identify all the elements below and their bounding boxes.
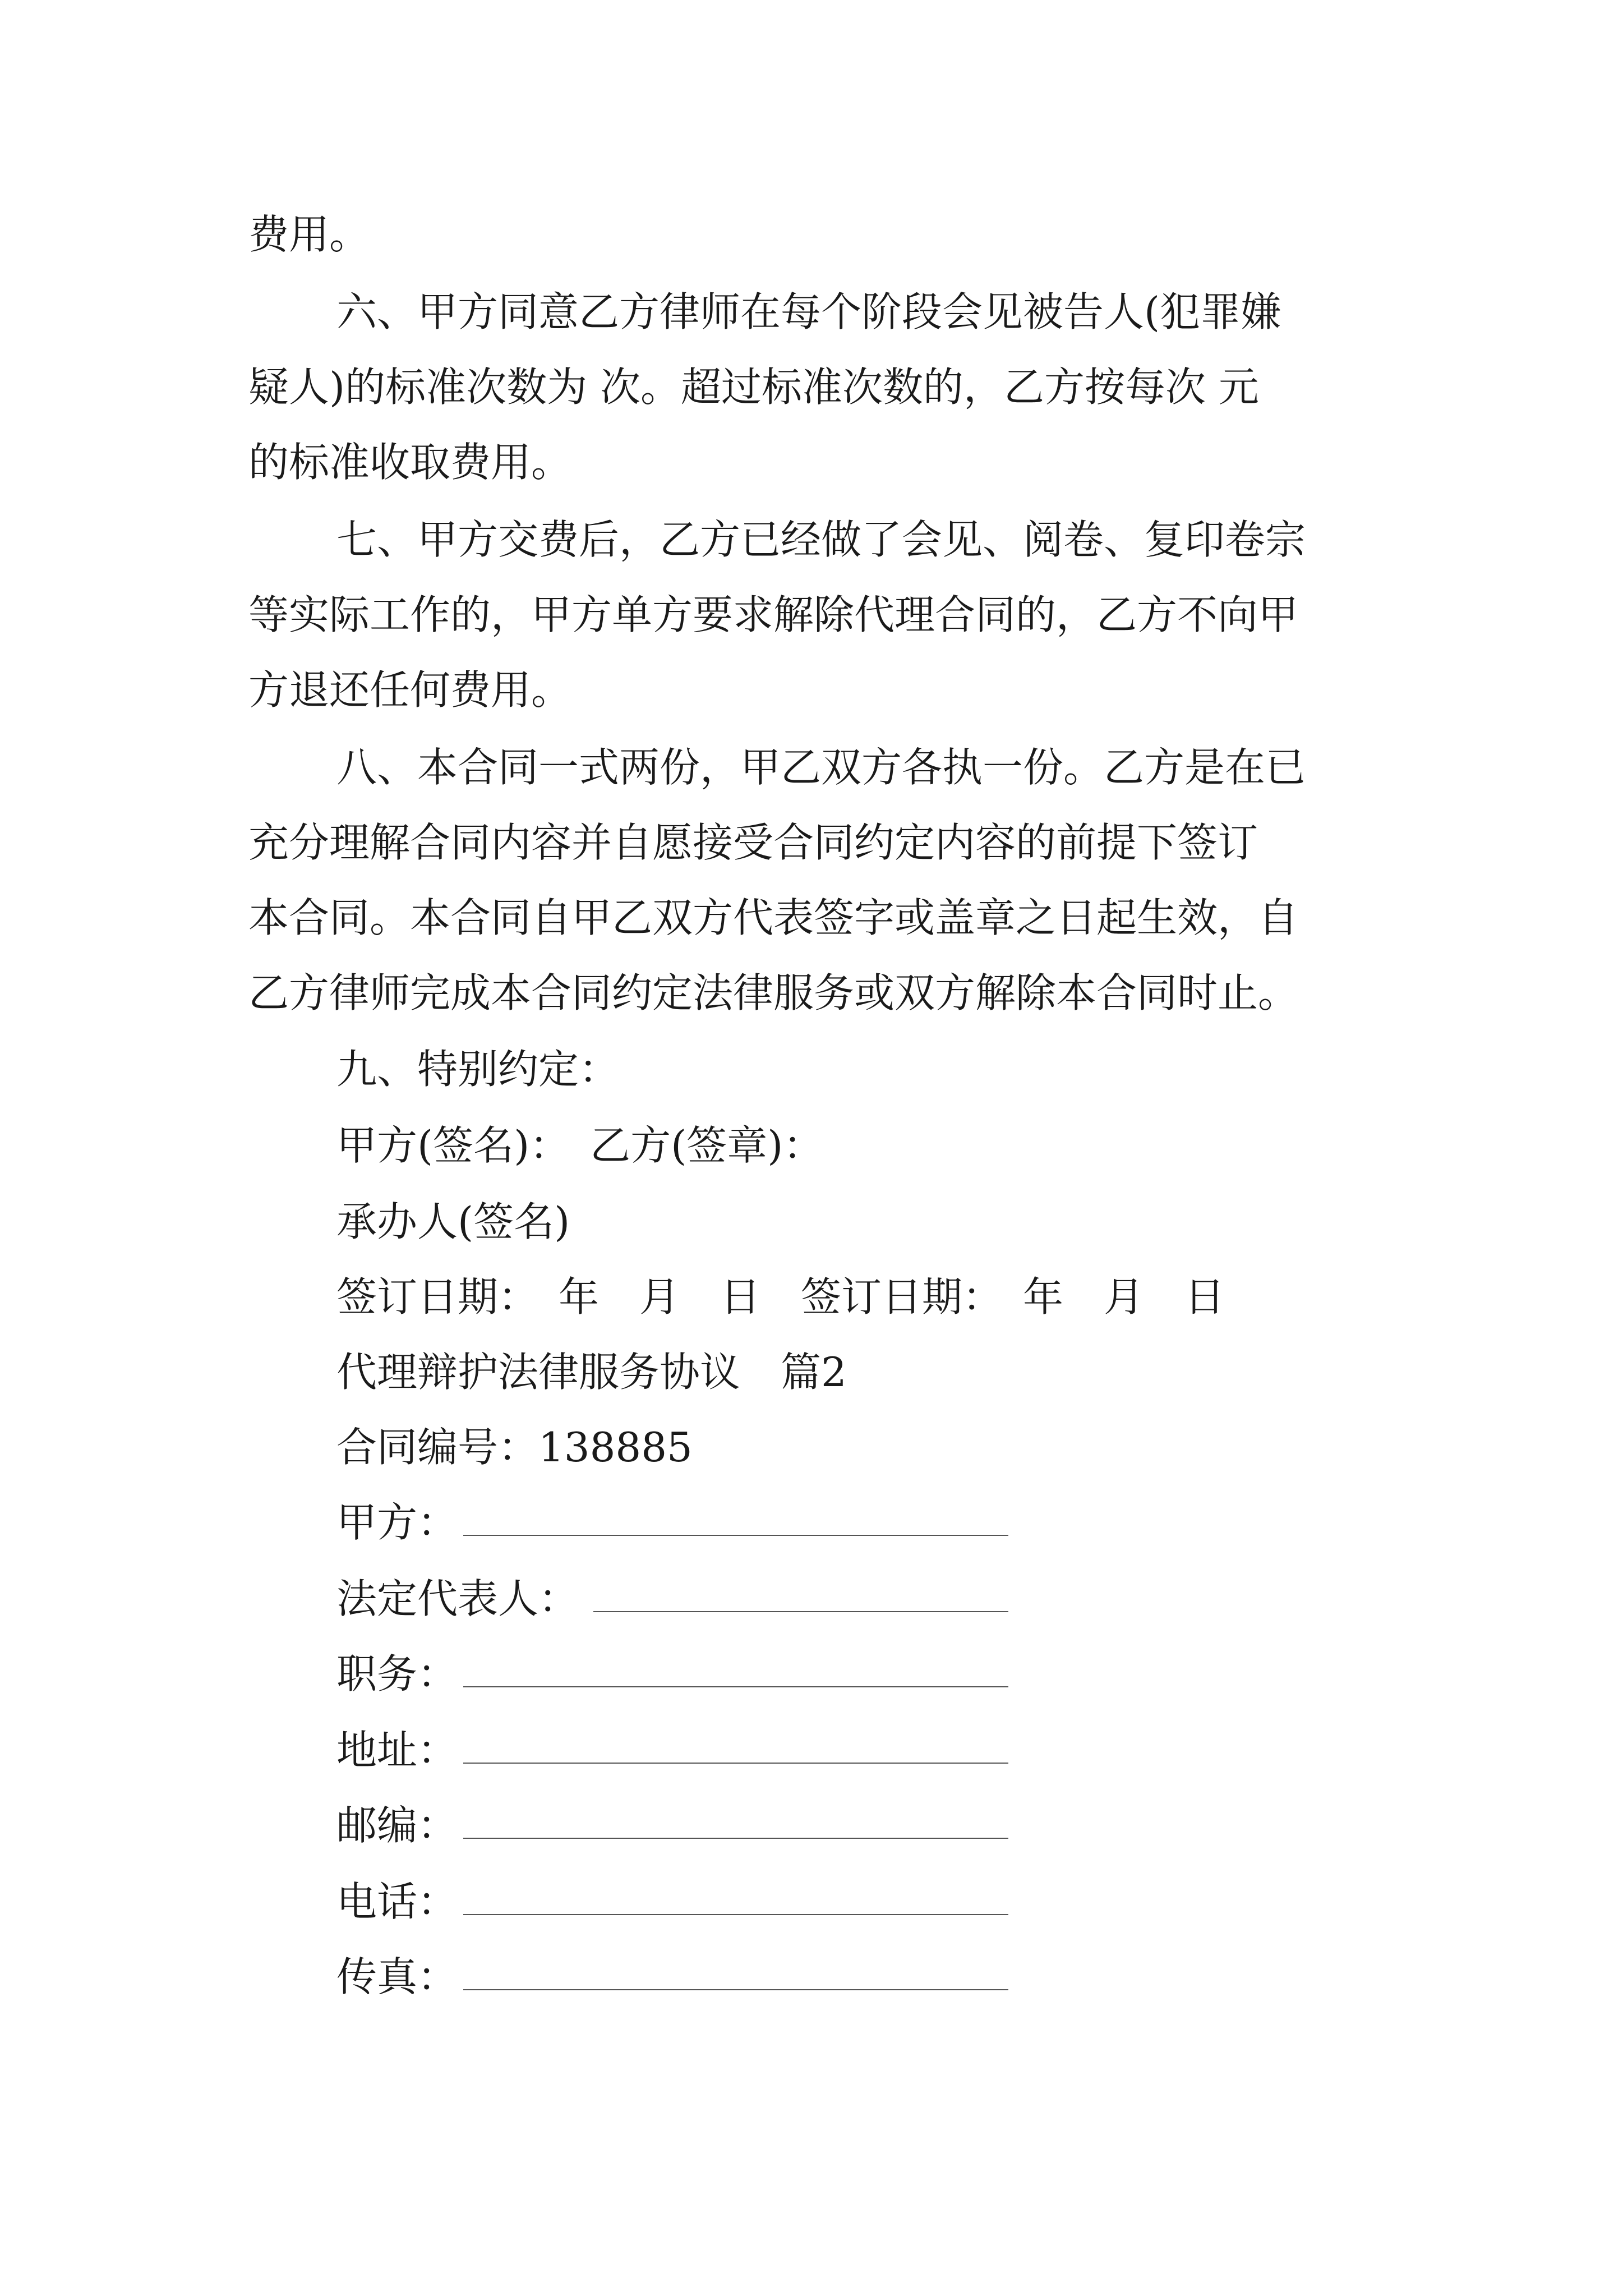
blank-line bbox=[463, 1763, 1008, 1764]
field-label: 地址： bbox=[336, 1727, 458, 1774]
blank-line bbox=[463, 1686, 1008, 1687]
blank-line bbox=[463, 1989, 1008, 1990]
field-label: 电话： bbox=[336, 1878, 458, 1925]
blank-line bbox=[463, 1535, 1008, 1536]
blank-line bbox=[463, 1914, 1008, 1915]
field-label: 职务： bbox=[336, 1650, 458, 1697]
field-label: 甲方： bbox=[336, 1499, 458, 1546]
field-label: 邮编： bbox=[336, 1802, 458, 1849]
field-label: 传真： bbox=[336, 1953, 458, 2000]
blank-line bbox=[463, 1838, 1008, 1839]
field-label: 法定代表人： bbox=[336, 1575, 579, 1622]
blank-line bbox=[593, 1611, 1008, 1612]
document-page: 费用。 六、甲方同意乙方律师在每个阶段会见被告人(犯罪嫌 疑人)的标准次数为 次。超过标准次数的，乙方按每次 元 的标准收取费用。 七、甲方交费后，乙方已经做了会见、阅卷、复印卷宗 等实际工作的，甲方单方要求解除代理合同的，乙方不向甲 方退还任何费用。 八、本合同一式两份，甲乙双方各执一份。乙方是在已 充分理解合同内容并自愿接受合同约定内容的前提下签订 本合同。本合同自甲乙双方代表签字或盖章之日起生效，自 乙方律师完成本合同约定法律服务或双方解除本合同时止。 九、特别约定： 甲方(签名)： 乙方(签章)： 承办人(签名) 签订日期： 年 月 日 签订日期： 年 月 日 代理辩护法律服务协议 篇2 合同编号：138885 甲方： 法定代表人： 职务： 地址： 邮编： 电话： 传真： bbox=[0, 0, 1623, 2296]
